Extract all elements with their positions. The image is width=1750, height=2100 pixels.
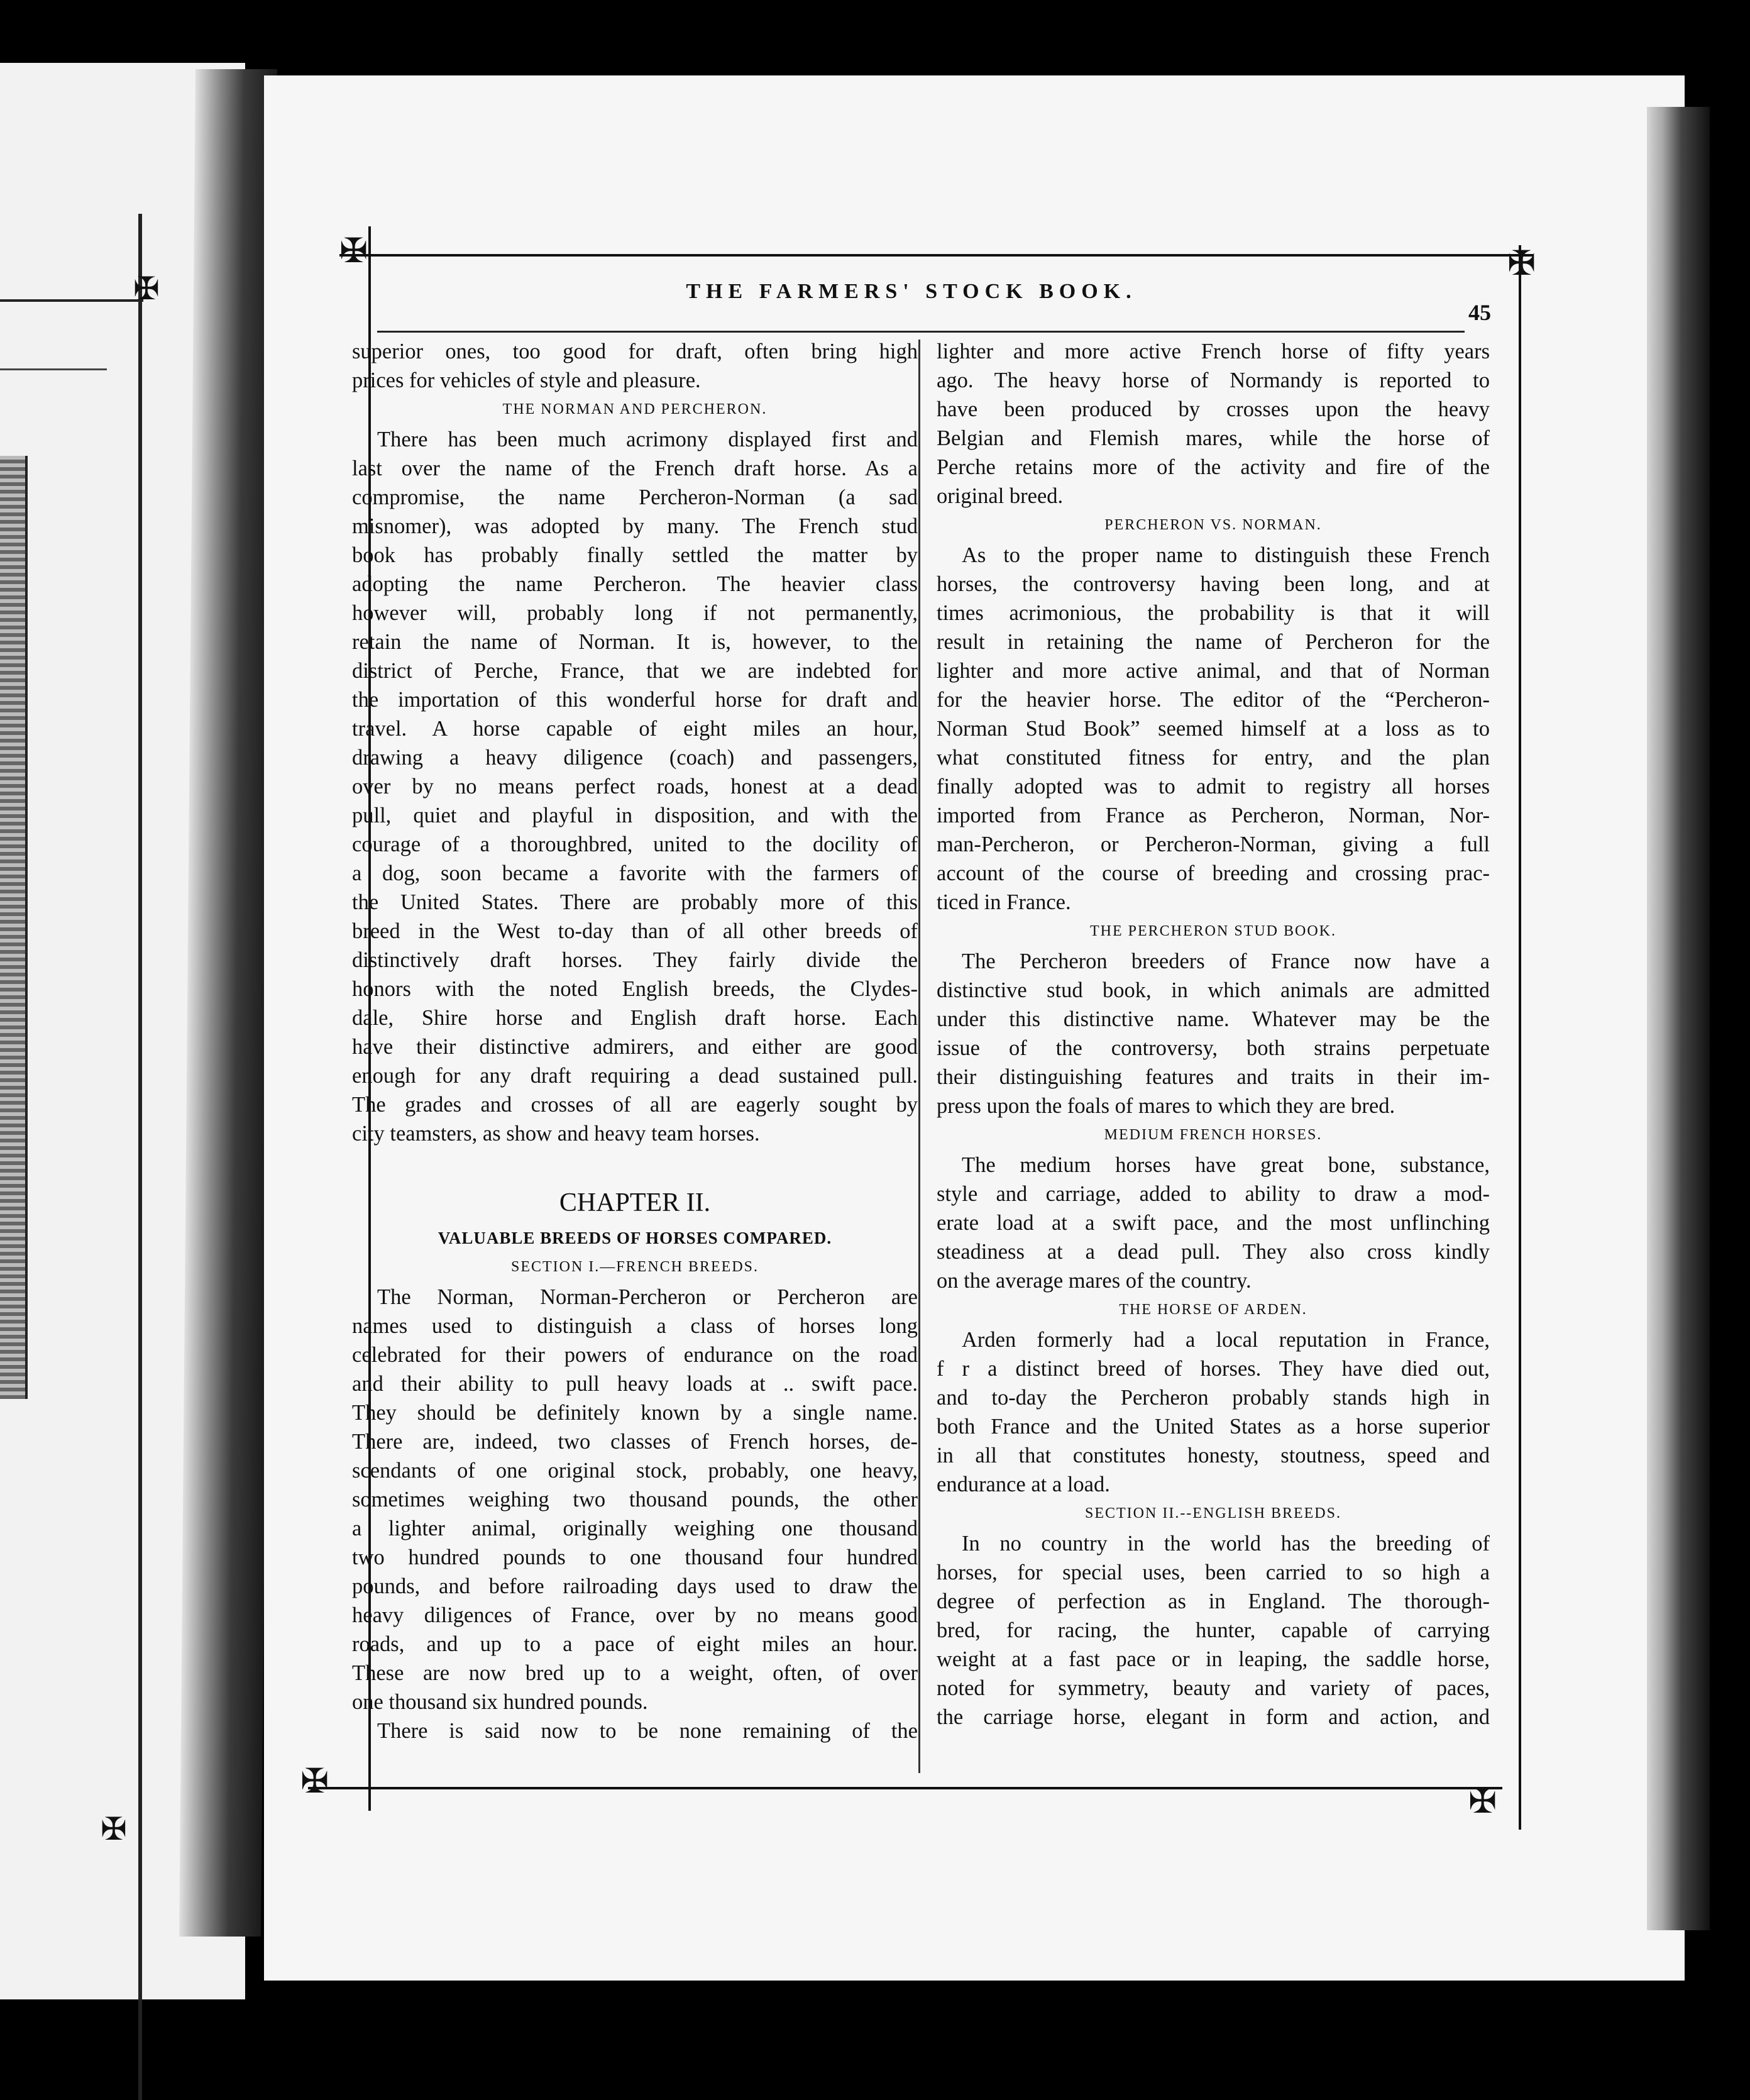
running-head: THE FARMERS' STOCK BOOK. [686, 280, 1137, 303]
section-heading: PERCHERON VS. NORMAN. [1104, 517, 1322, 533]
corner-ornament-icon: ✠ [101, 1811, 127, 1847]
text-line: The medium horses have great bone, substance, [962, 1153, 1490, 1177]
text-line: both France and the United States as a horse superior [937, 1415, 1490, 1439]
section-heading: SECTION II.--ENGLISH BREEDS. [1085, 1505, 1341, 1522]
text-line: two hundred pounds to one thousand four hundred [352, 1545, 918, 1569]
text-line: their distinguishing features and traits in their im- [937, 1065, 1490, 1089]
corner-ornament-icon: ✠ [339, 232, 368, 270]
text-line: book has probably finally settled the matter by [352, 543, 918, 567]
text-line: As to the proper name to distinguish these French [962, 543, 1490, 567]
chapter-heading: CHAPTER II. [559, 1188, 711, 1217]
chapter-title: VALUABLE BREEDS OF HORSES COMPARED. [438, 1229, 832, 1247]
paragraph [937, 541, 1490, 917]
text-line: press upon the foals of mares to which they are bred. [937, 1094, 1395, 1118]
text-line: The Percheron breeders of France now have a [962, 949, 1490, 973]
text-line: enough for any draft requiring a dead sustained pull. [352, 1064, 918, 1088]
page-number: 45 [1468, 300, 1491, 325]
text-line: bred, for racing, the hunter, capable of carrying [937, 1618, 1490, 1642]
text-line: retain the name of Norman. It is, however, to the [352, 630, 918, 654]
text-line: In no country in the world has the breeding of [962, 1532, 1490, 1556]
text-line: Norman Stud Book” seemed himself at a loss as to [937, 717, 1490, 741]
text-line: imported from France as Percheron, Norman, Nor- [937, 804, 1490, 827]
text-line: style and carriage, added to ability to draw a mod- [937, 1182, 1490, 1206]
text-line: distinctively draft horses. They fairly divide the [352, 948, 918, 972]
text-line: a dog, soon became a favorite with the farmers of [352, 861, 918, 885]
paragraph [937, 947, 1490, 1120]
text-line: There is said now to be none remaining of the [377, 1719, 918, 1743]
text-line: a lighter animal, originally weighing one thousand [352, 1517, 918, 1540]
text-line: pounds, and before railroading days used to draw the [352, 1574, 918, 1598]
text-line: names used to distinguish a class of horses long [352, 1314, 918, 1338]
text-line: ticed in France. [937, 890, 1071, 914]
text-line: superior ones, too good for draft, often bring high [352, 340, 918, 363]
text-line: have been produced by crosses upon the heavy [937, 397, 1490, 421]
corner-ornament-icon: ✠ [133, 271, 160, 306]
text-line: There has been much acrimony displayed first and [377, 428, 918, 451]
text-line: endurance at a load. [937, 1473, 1110, 1496]
text-line: breed in the West to-day than of all other breeds of [352, 919, 918, 943]
text-line: There are, indeed, two classes of French horses, de- [352, 1430, 918, 1454]
text-line: degree of perfection as in England. The thorough- [937, 1589, 1490, 1613]
text-line: what constituted fitness for entry, and the plan [937, 746, 1490, 770]
text-line: times acrimonious, the probability is that it will [937, 601, 1490, 625]
text-line: the importation of this wonderful horse for draft and [352, 688, 918, 712]
text-line: steadiness at a dead pull. They also cross kindly [937, 1240, 1490, 1264]
text-line: city teamsters, as show and heavy team horses. [352, 1122, 760, 1146]
text-line: erate load at a swift pace, and the most unflinching [937, 1211, 1490, 1235]
text-line: f r a distinct breed of horses. They have died out, [937, 1357, 1490, 1381]
page-edge [1647, 107, 1710, 1930]
text-line: lighter and more active French horse of fifty years [937, 340, 1490, 363]
page-frame-right [1519, 245, 1521, 1830]
text-line: courage of a thoroughbred, united to the docility of [352, 832, 918, 856]
text-line: the carriage horse, elegant in form and action, and [937, 1705, 1490, 1729]
text-line: over by no means perfect roads, honest at a dead [352, 775, 918, 799]
text-line: drawing a heavy diligence (coach) and passengers, [352, 746, 918, 770]
section-heading: MEDIUM FRENCH HORSES. [1104, 1127, 1323, 1143]
corner-ornament-icon: ✠ [300, 1762, 329, 1800]
facing-page-illustration [0, 456, 28, 1399]
text-line: Belgian and Flemish mares, while the horse of [937, 426, 1490, 450]
text-line: however will, probably long if not permanently, [352, 601, 918, 625]
text-line: under this distinctive name. Whatever may be the [937, 1007, 1490, 1031]
text-line: weight at a fast pace or in leaping, the saddle horse, [937, 1647, 1490, 1671]
text-line: have their distinctive admirers, and either are good [352, 1035, 918, 1059]
left-column [352, 337, 918, 1745]
facing-page-rule [0, 368, 107, 370]
text-line: on the average mares of the country. [937, 1269, 1252, 1293]
section-heading: SECTION I.—FRENCH BREEDS. [510, 1259, 759, 1275]
page-frame-top [339, 254, 1534, 257]
binding-gutter [179, 69, 277, 1937]
text-line: The Norman, Norman-Percheron or Percheron are [377, 1285, 918, 1309]
corner-ornament-icon: ✠ [1468, 1782, 1497, 1820]
text-line: issue of the controversy, both strains perpetuate [937, 1036, 1490, 1060]
section-heading: THE PERCHERON STUD BOOK. [1089, 923, 1336, 939]
text-line: account of the course of breeding and crossing prac- [937, 861, 1490, 885]
paragraph [352, 425, 918, 1148]
text-line: and to-day the Percheron probably stands high in [937, 1386, 1490, 1410]
text-line: misnomer), was adopted by many. The French stud [352, 514, 918, 538]
paragraph [937, 1529, 1490, 1732]
text-line: for the heavier horse. The editor of the “Percheron- [937, 688, 1490, 712]
header-rule [377, 331, 1465, 333]
section-heading: THE NORMAN AND PERCHERON. [502, 401, 768, 417]
text-line: prices for vehicles of style and pleasure. [352, 368, 701, 392]
text-line: celebrated for their powers of endurance on the road [352, 1343, 918, 1367]
text-line: man-Percheron, or Percheron-Norman, giving a full [937, 832, 1490, 856]
text-line: the United States. There are probably more of this [352, 890, 918, 914]
text-line: finally adopted was to admit to registry all horses [937, 775, 1490, 799]
text-line: travel. A horse capable of eight miles an hour, [352, 717, 918, 741]
text-line: Arden formerly had a local reputation in France, [962, 1328, 1490, 1352]
text-line: dale, Shire horse and English draft horse. Each [352, 1006, 918, 1030]
text-line: and their ability to pull heavy loads at .. swift pace. [352, 1372, 918, 1396]
paragraph [352, 1283, 918, 1716]
text-line: in all that constitutes honesty, stoutness, speed and [937, 1444, 1490, 1467]
text-line: lighter and more active animal, and that of Norman [937, 659, 1490, 683]
text-line: honors with the noted English breeds, the Clydes- [352, 977, 918, 1001]
text-line: result in retaining the name of Percheron for the [937, 630, 1490, 654]
text-line: They should be definitely known by a single name. [352, 1401, 918, 1425]
section-heading: THE HORSE OF ARDEN. [1119, 1301, 1307, 1318]
paragraph [352, 337, 918, 395]
text-line: horses, for special uses, been carried to so high a [937, 1561, 1490, 1584]
text-line: adopting the name Percheron. The heavier class [352, 572, 918, 596]
text-line: heavy diligences of France, over by no means good [352, 1603, 918, 1627]
paragraph [937, 1325, 1490, 1499]
text-line: sometimes weighing two thousand pounds, the other [352, 1488, 918, 1511]
facing-page-rule [0, 299, 143, 302]
text-line: original breed. [937, 484, 1064, 508]
text-line: one thousand six hundred pounds. [352, 1690, 648, 1714]
page-frame-bottom [308, 1787, 1502, 1789]
corner-ornament-icon: ✠ [1507, 245, 1536, 282]
paragraph [937, 337, 1490, 511]
text-line: ago. The heavy horse of Normandy is reported to [937, 368, 1490, 392]
text-line: roads, and up to a pace of eight miles an hour. [352, 1632, 918, 1656]
text-line: Perche retains more of the activity and fire of the [937, 455, 1490, 479]
column-divider [918, 340, 920, 1773]
text-line: pull, quiet and playful in disposition, and with the [352, 804, 918, 827]
text-line: scendants of one original stock, probably, one heavy, [352, 1459, 918, 1483]
paragraph [937, 1151, 1490, 1295]
text-line: noted for symmetry, beauty and variety of paces, [937, 1676, 1490, 1700]
text-line: district of Perche, France, that we are indebted for [352, 659, 918, 683]
text-line: last over the name of the French draft horse. As a [352, 456, 918, 480]
text-line: compromise, the name Percheron-Norman (a sad [352, 485, 918, 509]
text-line: The grades and crosses of all are eagerly sought by [352, 1093, 918, 1117]
paragraph [352, 1716, 918, 1745]
right-column [937, 337, 1490, 1732]
text-line: distinctive stud book, in which animals are admitted [937, 978, 1490, 1002]
text-line: These are now bred up to a weight, often, of over [352, 1661, 918, 1685]
text-line: horses, the controversy having been long, and at [937, 572, 1490, 596]
facing-page-border [138, 214, 142, 2100]
